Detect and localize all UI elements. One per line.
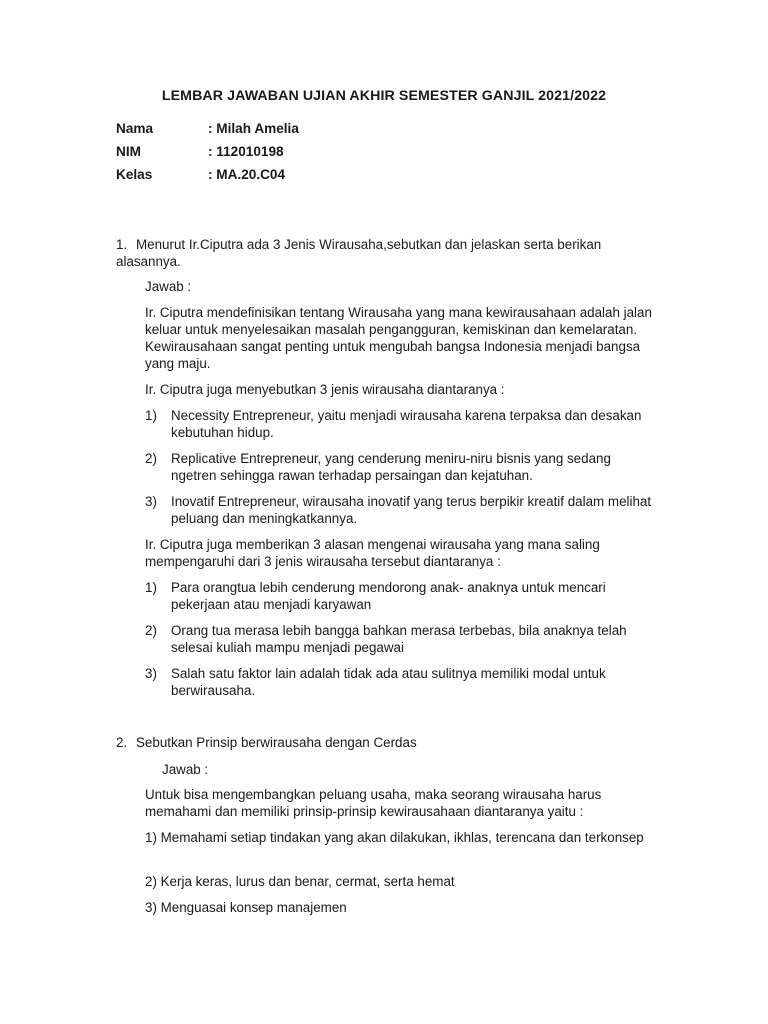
question-1 xyxy=(116,236,656,270)
nim-value: : 112010198 xyxy=(208,144,284,159)
type-item-1-text: Necessity Entrepreneur, yaitu menjadi wirausaha karena terpaksa dan desakan kebutuhan hidup. xyxy=(171,408,642,440)
answer-2-label: Jawab : xyxy=(162,762,209,777)
answer-1-types-intro: Ir. Ciputra juga menyebutkan 3 jenis wirausaha diantaranya : xyxy=(145,382,505,397)
reason-item-1 xyxy=(145,579,655,613)
answer-2-intro: Untuk bisa mengembangkan peluang usaha, maka seorang wirausaha harus memahami dan memiliki prinsip-prinsip kewirausahaan diantaranya yaitu : xyxy=(145,787,602,819)
type-item-2-number: 2) xyxy=(145,451,157,466)
reason-item-3-text: Salah satu faktor lain adalah tidak ada atau sulitnya memiliki modal untuk berwirausaha. xyxy=(171,666,606,698)
type-item-3-number: 3) xyxy=(145,494,157,509)
question-2-text: Sebutkan Prinsip berwirausaha dengan Cerdas xyxy=(136,735,417,750)
question-2-number: 2. xyxy=(116,735,128,750)
principle-item-2: 2) Kerja keras, lurus dan benar, cermat, serta hemat xyxy=(145,874,455,889)
reason-item-3-number: 3) xyxy=(145,666,157,681)
document-title: LEMBAR JAWABAN UJIAN AKHIR SEMESTER GANJIL 2021/2022 xyxy=(161,88,607,104)
question-1-text: Menurut Ir.Ciputra ada 3 Jenis Wirausaha,sebutkan dan jelaskan serta berikan alasannya. xyxy=(116,237,602,269)
answer-1-reasons-intro: Ir. Ciputra juga memberikan 3 alasan mengenai wirausaha yang mana saling mempengaruhi dari 3 jenis wirausaha tersebut diantaranya : xyxy=(145,537,600,569)
type-item-3-text: Inovatif Entrepreneur, wirausaha inovatif yang terus berpikir kreatif dalam melihat peluang dan meningkatkannya. xyxy=(171,494,652,526)
reason-item-2-text: Orang tua merasa lebih bangga bahkan merasa terbebas, bila anaknya telah selesai kuliah mampu menjadi pegawai xyxy=(171,623,627,655)
reason-item-1-text: Para orangtua lebih cenderung mendorong anak- anaknya untuk mencari pekerjaan atau menjadi karyawan xyxy=(171,580,606,612)
answer-1-intro: Ir. Ciputra mendefinisikan tentang Wirausaha yang mana kewirausahaan adalah jalan keluar untuk menyelesaikan masalah pengangguran, kemiskinan dan kemelaratan. Kewirausahaan sangat penting untuk mengubah bangsa Indonesia menjadi bangsa yang maju. xyxy=(145,305,652,371)
nama-value: : Milah Amelia xyxy=(208,121,299,136)
reason-item-2 xyxy=(145,622,655,656)
type-item-2 xyxy=(145,450,655,484)
reason-item-3 xyxy=(145,665,655,699)
reason-item-1-number: 1) xyxy=(145,580,157,595)
question-2 xyxy=(116,734,656,751)
principle-item-3: 3) Menguasai konsep manajemen xyxy=(145,900,347,915)
type-item-3 xyxy=(145,493,655,527)
reason-item-2-number: 2) xyxy=(145,623,157,638)
type-item-1 xyxy=(145,407,655,441)
kelas-value: : MA.20.C04 xyxy=(208,167,286,182)
principle-item-1: 1) Memahami setiap tindakan yang akan dilakukan, ikhlas, terencana dan terkonsep xyxy=(145,830,644,845)
question-1-number: 1. xyxy=(116,237,128,252)
nim-label: NIM xyxy=(116,144,141,159)
kelas-label: Kelas xyxy=(116,167,153,182)
nama-label: Nama xyxy=(116,121,154,136)
type-item-1-number: 1) xyxy=(145,408,157,423)
type-item-2-text: Replicative Entrepreneur, yang cenderung meniru-niru bisnis yang sedang ngetren sehingga rawan terhadap persaingan dan kejatuhan. xyxy=(171,451,611,483)
answer-1-label: Jawab : xyxy=(145,279,192,294)
